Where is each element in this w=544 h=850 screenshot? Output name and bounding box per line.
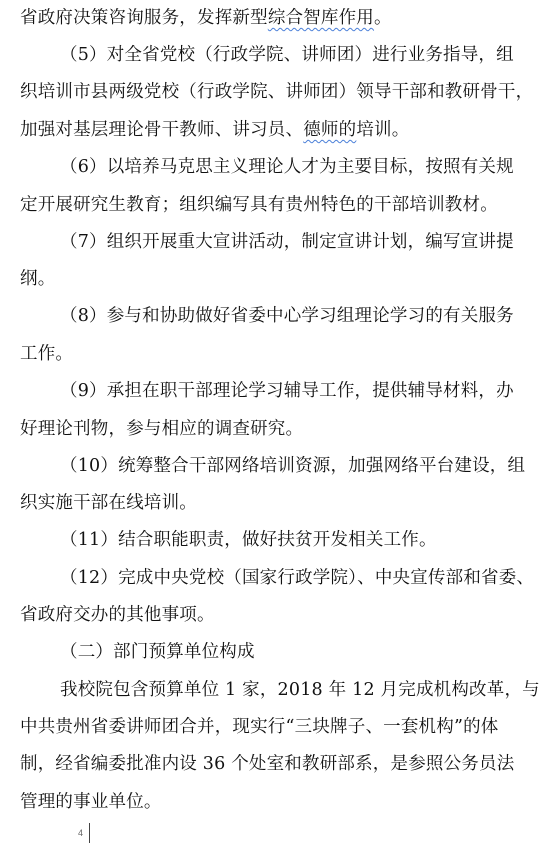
text-line — [20, 340, 73, 368]
flagged-text: 综合智库作用 — [267, 8, 375, 28]
text-segment: （11）结合职能职责，做好扶贫开发相关工作。 — [60, 530, 437, 550]
text-segment: 工作。 — [20, 344, 74, 364]
text-segment: 省政府决策咨询服务，发挥新型 — [20, 8, 268, 28]
text-segment: 定开展研究生教育；组织编写具有贵州特色的干部培训教材。 — [20, 195, 498, 215]
text-line — [20, 788, 162, 816]
text-line — [60, 41, 514, 69]
text-line — [60, 302, 514, 330]
text-line — [20, 116, 409, 144]
text-line — [60, 676, 540, 704]
text-segment: 。 — [374, 8, 392, 28]
text-segment: （5）对全省党校（行政学院、讲师团）进行业务指导，组 — [60, 45, 514, 65]
text-segment: 培训。 — [356, 120, 410, 140]
text-line — [20, 191, 498, 219]
text-line — [60, 452, 525, 480]
text-segment: 织实施干部在线培训。 — [20, 493, 197, 513]
text-line — [60, 638, 255, 666]
text-segment: （6）以培养马克思主义理论人才为主要目标，按照有关规 — [60, 157, 514, 177]
text-line — [20, 601, 215, 629]
text-segment: 织培训市县两级党校（行政学院、讲师团）领导干部和教研骨干， — [20, 82, 534, 102]
text-line — [20, 489, 197, 517]
text-line — [20, 713, 499, 741]
text-segment: 中共贵州省委讲师团合并，现实行“三块牌子、一套机构”的体 — [20, 717, 499, 737]
text-segment: 好理论刊物，参与相应的调查研究。 — [20, 419, 304, 439]
text-cursor — [89, 823, 90, 843]
text-line — [60, 153, 514, 181]
flagged-text: 德师的 — [303, 120, 357, 140]
text-segment: 纲。 — [20, 269, 56, 289]
text-segment: （8）参与和协助做好省委中心学习组理论学习的有关服务 — [60, 306, 514, 326]
text-line — [20, 265, 55, 293]
text-line — [60, 526, 437, 554]
text-line — [20, 415, 303, 443]
page-footer — [78, 822, 90, 844]
text-line — [60, 377, 514, 405]
text-line — [20, 4, 392, 32]
text-segment: 我校院包含预算单位 1 家，2018 年 12 月完成机构改革，与 — [60, 680, 540, 700]
text-segment: （二）部门预算单位构成 — [60, 642, 255, 662]
text-segment: （9）承担在职干部理论学习辅导工作，提供辅导材料，办 — [60, 381, 514, 401]
text-line — [60, 564, 534, 592]
text-segment: 省政府交办的其他事项。 — [20, 605, 215, 625]
text-segment: （10）统筹整合干部网络培训资源，加强网络平台建设，组 — [60, 456, 526, 476]
text-segment: 制，经省编委批准内设 36 个处室和教研部系，是参照公务员法 — [20, 754, 515, 774]
text-segment: （7）组织开展重大宣讲活动，制定宣讲计划，编写宣讲提 — [60, 232, 514, 252]
text-segment: （12）完成中央党校（国家行政学院）、中央宣传部和省委、 — [60, 568, 535, 588]
page-number: 4 — [78, 828, 84, 838]
text-line — [20, 750, 514, 778]
text-segment: 管理的事业单位。 — [20, 792, 162, 812]
text-line — [20, 78, 533, 106]
text-line — [60, 228, 514, 256]
text-segment: 加强对基层理论骨干教师、讲习员、 — [20, 120, 304, 140]
